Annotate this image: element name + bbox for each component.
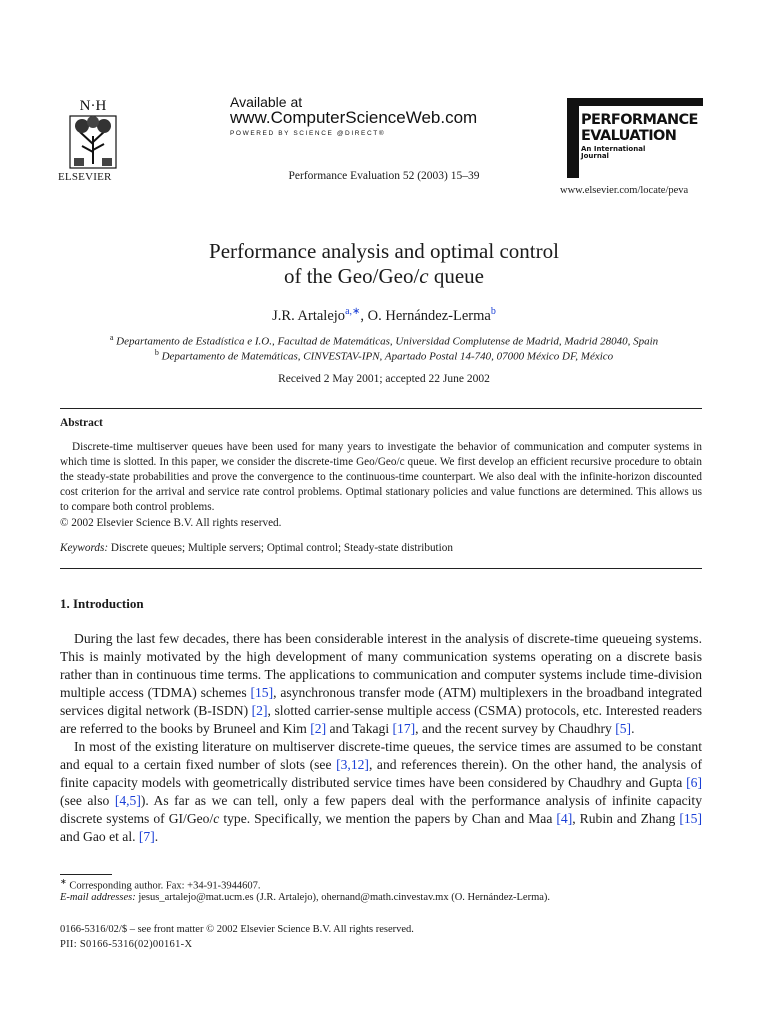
author-list: J.R. Artalejo$^{a,∗}$, O. Hernández-Lerma$^b$ xyxy=(272,306,496,324)
affiliation-a: $^a$ Departamento de Estadística e I.O., Facultad de Matemáticas, Universidad Complutense de Madrid, Madrid 28040, Spain xyxy=(109,333,659,348)
citation-link[interactable]: [3,12] xyxy=(336,757,369,772)
paper-title xyxy=(0,239,768,289)
citation-link[interactable]: [6] xyxy=(686,775,702,790)
journal-citation: Performance Evaluation 52 (2003) 15–39 xyxy=(288,170,480,182)
performance-evaluation-logo xyxy=(567,98,703,178)
publisher-name: ELSEVIER xyxy=(58,171,112,183)
journal-url[interactable]: www.elsevier.com/locate/peva xyxy=(560,185,689,196)
computerscienceweb-banner[interactable] xyxy=(230,94,477,137)
citation-link[interactable]: [7] xyxy=(138,829,155,844)
citation-link[interactable]: [5] xyxy=(615,721,632,736)
footnote-rule xyxy=(60,874,112,875)
citation-link[interactable]: [4] xyxy=(556,811,573,826)
csw-available-at: Available at xyxy=(230,94,303,110)
svg-text:N·H: N·H xyxy=(79,98,107,114)
journal-logo-sub2: Journal xyxy=(581,152,609,160)
author-hernandez-lerma: O. Hernández-Lerma xyxy=(367,307,491,324)
received-dates: Received 2 May 2001; accepted 22 June 2002 xyxy=(278,373,490,385)
abstract-heading: Abstract xyxy=(60,417,103,429)
csw-powered-by: POWERED BY SCIENCE @DIRECT® xyxy=(230,130,386,137)
section-heading-introduction: 1. Introduction xyxy=(60,596,144,611)
citation-link[interactable]: [2] xyxy=(251,703,268,718)
abstract-top-rule xyxy=(60,408,702,409)
keywords: Keywords: Discrete queues; Multiple servers; Optimal control; Steady-state distribution xyxy=(60,542,453,554)
citation-link[interactable]: [15] xyxy=(679,811,702,826)
intro-paragraph-2: In most of the existing literature on multiserver discrete-time queues, the service times are assumed to be constant and equal to a certain fixed number of slots (see [3,12], and references therein). On the other hand, the analysis of finite capacity models with geometrically distributed service times have been considered by Chaudhry and Gupta [6] (see also [4,5]). As far as we can tell, only a few papers deal with the performance analysis of infinite capacity discrete systems of GI/Geo/c type. Specifically, we mention the papers by Chan and Maa [4], Rubin and Zhang [15] and Gao et al. [7]. xyxy=(60,739,703,844)
citation-link[interactable]: [17] xyxy=(392,721,416,736)
abstract-bottom-rule xyxy=(60,568,702,569)
journal-logo-line2: EVALUATION xyxy=(581,128,677,144)
affiliation-b: $^b$ Departamento de Matemáticas, CINVESTAV-IPN, Apartado Postal 14-740, 07000 México DF, México xyxy=(154,348,614,363)
title-line2: of the Geo/Geo/c queue xyxy=(283,264,485,288)
journal-logo-line1: PERFORMANCE xyxy=(581,112,698,128)
author1-affil-link[interactable]: a,∗ xyxy=(345,306,361,317)
introduction-body xyxy=(60,630,702,846)
abstract-body: Discrete-time multiserver queues have been used for many years to investigate the behavior of communication and computer systems in which time is slotted. In this paper, we consider the discrete-time Geo/Geo/c queue. We first develop an efficient recursive procedure to obtain the steady-state probabilities and prove the convergence to the continuous-time counterpart. We also deal with the infinite-horizon discounted cost criterion for the arrival and service rate control problems. Optimal stationary policies and value functions are determined. This allows us to compare both control problems. xyxy=(60,441,702,513)
citation-link[interactable]: [15] xyxy=(250,685,274,700)
intro-paragraph-1: During the last few decades, there has been considerable interest in the analysis of discrete-time queueing systems. This is mainly motivated by the high development of many communication systems operating on a discrete basis rather than in continuous time terms. The applications to communication and computer systems include time-division multiple access (TDMA) schemes [15], asynchronous transfer mode (ATM) multiplexers in the broadband integrated services digital network (B-ISDN) [2], slotted carrier-sense multiple access (CSMA) protocols, etc. Interested readers are referred to the books by Bruneel and Kim [2] and Takagi [17], and the recent survey by Chaudhry [5]. xyxy=(60,631,702,736)
citation-link[interactable]: [4,5] xyxy=(114,793,141,808)
author2-affil-link[interactable]: b xyxy=(490,306,496,317)
csw-url[interactable]: www.ComputerScienceWeb.com xyxy=(230,108,478,127)
abstract-copyright: © 2002 Elsevier Science B.V. All rights reserved. xyxy=(60,517,282,529)
author-artalejo: J.R. Artalejo xyxy=(272,307,346,324)
citation-link[interactable]: [2] xyxy=(310,721,327,736)
issn-frontmatter: 0166-5316/02/$ – see front matter © 2002 Elsevier Science B.V. All rights reserved. xyxy=(60,924,414,935)
title-line1: Performance analysis and optimal control xyxy=(209,239,559,263)
pii: PII: S0166-5316(02)00161-X xyxy=(60,939,193,950)
corresponding-author-note: ∗ Corresponding author. Fax: +34-91-3944607. xyxy=(60,877,261,892)
journal-logo-sub1: An International xyxy=(581,145,646,153)
email-addresses: E-mail addresses: jesus_artalejo@mat.ucm.es (J.R. Artalejo), ohernand@math.cinvestav.mx (O. Hernández-Lerma). xyxy=(60,892,551,903)
